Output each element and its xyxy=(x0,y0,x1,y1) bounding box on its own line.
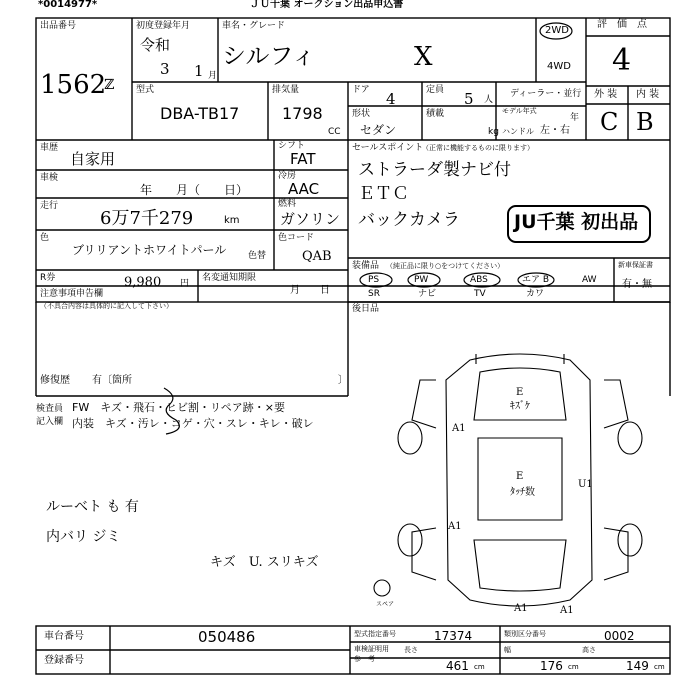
doors-value: 4 xyxy=(386,90,396,108)
diagram-spare-label: スペア xyxy=(376,601,395,608)
sales-point-2: ＥＴＣ xyxy=(358,184,409,204)
color-value: ブリリアントホワイトパール xyxy=(72,243,227,257)
header-title: ＪＵ千葉 オークション出品申込書 xyxy=(250,0,404,10)
registration-month: 1 xyxy=(194,62,204,80)
model-year-text: 年 xyxy=(570,113,580,123)
type-label: 型式 xyxy=(136,85,155,95)
displacement-value: 1798 xyxy=(282,104,323,123)
inspector-label-2: 記入欄 xyxy=(36,417,64,427)
reg-number-label: 登録番号 xyxy=(44,655,84,666)
equip-ovals xyxy=(360,23,572,287)
displacement-label: 排気量 xyxy=(272,85,300,95)
sales-label: セールスポイント xyxy=(352,143,424,153)
equipment-label: 装備品 xyxy=(352,261,380,271)
handle-label: ハンドル xyxy=(502,127,534,136)
recycle-label: R券 xyxy=(40,273,56,283)
color-code-label: 色コード xyxy=(278,233,315,243)
recycle-unit: 円 xyxy=(180,279,190,289)
lot-suffix: ℤ xyxy=(104,77,115,93)
warranty-label: 新車保証書 xyxy=(618,261,653,269)
header-serial: *0014977* xyxy=(38,0,98,10)
handle-value: 左・右 xyxy=(540,125,570,136)
diagram-mark-9: A1 xyxy=(560,605,574,616)
usage-value: 自家用 xyxy=(70,150,116,168)
model-label: 車名・グレード xyxy=(222,21,286,31)
drive-4wd: 4WD xyxy=(547,61,571,72)
diagram-mark-1: E xyxy=(516,387,524,398)
equip-navi: ナビ xyxy=(418,289,437,299)
spec-model-no: 17374 xyxy=(434,629,473,643)
lot-number: 1562 xyxy=(40,70,107,100)
equip-aw: AW xyxy=(582,275,597,285)
inspection-label: 車検 xyxy=(40,173,59,183)
model-grade: X xyxy=(414,42,433,72)
name-change-value: 月 日 xyxy=(290,285,330,296)
usage-label: 車歴 xyxy=(40,143,59,153)
grade-score: 4 xyxy=(612,43,632,78)
equip-abs: ABS xyxy=(470,275,488,285)
chassis-label: 車台番号 xyxy=(44,631,84,642)
spec-width-unit: cm xyxy=(568,663,579,671)
capacity-value: 5 xyxy=(464,90,474,108)
exterior-label: 外 装 xyxy=(594,89,618,100)
mileage-label: 走行 xyxy=(40,201,59,211)
interior-grade: B xyxy=(636,108,654,136)
spec-height-label: 高さ xyxy=(582,646,596,654)
load-unit: kg xyxy=(488,127,499,137)
registration-year: 3 xyxy=(160,60,170,78)
interior-label: 内 装 xyxy=(636,89,660,100)
sales-point-1: ストラーダ製ナビ付 xyxy=(358,160,511,180)
diagram-mark-7: A1 xyxy=(448,521,462,532)
spec-width-label: 幅 xyxy=(504,646,511,654)
displacement-unit: CC xyxy=(328,127,341,137)
capacity-unit: 人 xyxy=(484,95,494,105)
spec-class-no: 0002 xyxy=(604,629,635,643)
shift-label: シフト xyxy=(278,141,306,151)
registration-month-unit: 月 xyxy=(208,71,218,81)
diagram-mark-4: E xyxy=(516,471,524,482)
capacity-label: 定員 xyxy=(426,85,445,95)
fuel-label: 燃料 xyxy=(278,199,297,209)
spec-height: 149 xyxy=(626,659,649,673)
diagram-mark-6: U1 xyxy=(578,479,593,490)
repair-close: 〕 xyxy=(338,375,348,386)
inspection-value: 年 月（ 日） xyxy=(140,183,249,197)
spec-cert-label: 車検証明用 xyxy=(354,645,389,653)
equipment-sublabel: （純正品に限り○をつけてください） xyxy=(386,262,505,270)
color-label: 色 xyxy=(40,233,50,243)
color-change-label: 色替 xyxy=(248,251,267,261)
registration-era: 令和 xyxy=(140,36,171,54)
mileage-unit: km xyxy=(224,215,240,226)
diagram-mark-3: A1 xyxy=(452,423,466,434)
exterior-grade: C xyxy=(600,108,619,136)
equip-leather: カワ xyxy=(526,289,545,299)
inspector-row-1: FW キズ・飛石・ヒビ割・リペア跡・×要 xyxy=(72,401,285,414)
inspector-row-2: 内装 キズ・汚レ・コゲ・穴・スレ・キレ・破レ xyxy=(72,417,314,430)
load-label: 積載 xyxy=(426,109,445,119)
diagram-mark-2: ｷｽﾞｹ xyxy=(510,401,530,412)
notes-sublabel: （不具合内容は具体的に記入して下さい） xyxy=(40,302,173,310)
handwritten-line-1: ルーベト も 有 xyxy=(46,499,139,515)
equip-pw: PW xyxy=(414,275,429,285)
diagram-mark-8: A1 xyxy=(514,603,528,614)
ac-label: 冷房 xyxy=(278,171,297,181)
stamp-text: JU千葉 初出品 xyxy=(514,211,639,233)
spec-width: 176 xyxy=(540,659,563,673)
handwritten-line-3: キズ U. スリキズ xyxy=(210,555,319,570)
inspector-label-1: 検査員 xyxy=(36,404,64,414)
ac-value: AAC xyxy=(288,180,320,198)
car-diagram xyxy=(374,354,642,606)
repair-value: 有〔箇所 xyxy=(92,375,132,386)
equip-ps: PS xyxy=(368,275,380,285)
mileage-value: 6万7千279 xyxy=(100,208,194,229)
dealer-label: ディーラー・並行 xyxy=(510,89,582,99)
drive-2wd: 2WD xyxy=(545,25,569,36)
spec-length: 461 xyxy=(446,659,469,673)
spec-class-label: 類別区分番号 xyxy=(504,630,546,638)
fuel-value: ガソリン xyxy=(280,210,341,228)
spec-height-unit: cm xyxy=(654,663,665,671)
equip-sr: SR xyxy=(368,289,380,299)
diagram-mark-5: ﾀｯﾁ数 xyxy=(510,487,535,498)
spec-length-unit: cm xyxy=(474,663,485,671)
shift-value: FAT xyxy=(290,150,316,168)
model-name: シルフィ xyxy=(222,42,316,70)
equip-tv: TV xyxy=(474,289,486,299)
name-change-label: 名変通知期限 xyxy=(202,273,257,283)
color-code-value: QAB xyxy=(302,249,332,264)
body-value: セダン xyxy=(360,123,397,137)
type-value: DBA-TB17 xyxy=(160,104,240,123)
chassis-value: 050486 xyxy=(198,628,256,646)
doors-label: ドア xyxy=(352,85,370,95)
registration-label: 初度登録年月 xyxy=(136,21,191,31)
handwritten-line-2: 内バリ ジミ xyxy=(46,529,121,545)
repair-label: 修復歴 xyxy=(40,375,70,386)
spec-length-label: 長さ xyxy=(404,646,418,654)
lot-label: 出品番号 xyxy=(40,21,77,31)
recycle-value: 9,980 xyxy=(124,275,162,290)
warranty-value: 有・無 xyxy=(622,279,652,290)
sales-point-3: バックカメラ xyxy=(358,210,460,230)
spec-ref-label: 参 考 xyxy=(354,655,375,663)
sales-sublabel: （正常に機能するものに限ります） xyxy=(422,144,534,152)
model-year-label: モデル年式 xyxy=(502,107,537,115)
rear-seat-label: 後日品 xyxy=(352,304,380,314)
grade-label: 評 価 点 xyxy=(597,19,647,30)
equip-airbag: エア B xyxy=(522,275,550,285)
body-label: 形状 xyxy=(352,109,371,119)
notes-label: 注意事項申告欄 xyxy=(40,289,104,299)
spec-model-no-label: 型式指定番号 xyxy=(354,630,396,638)
